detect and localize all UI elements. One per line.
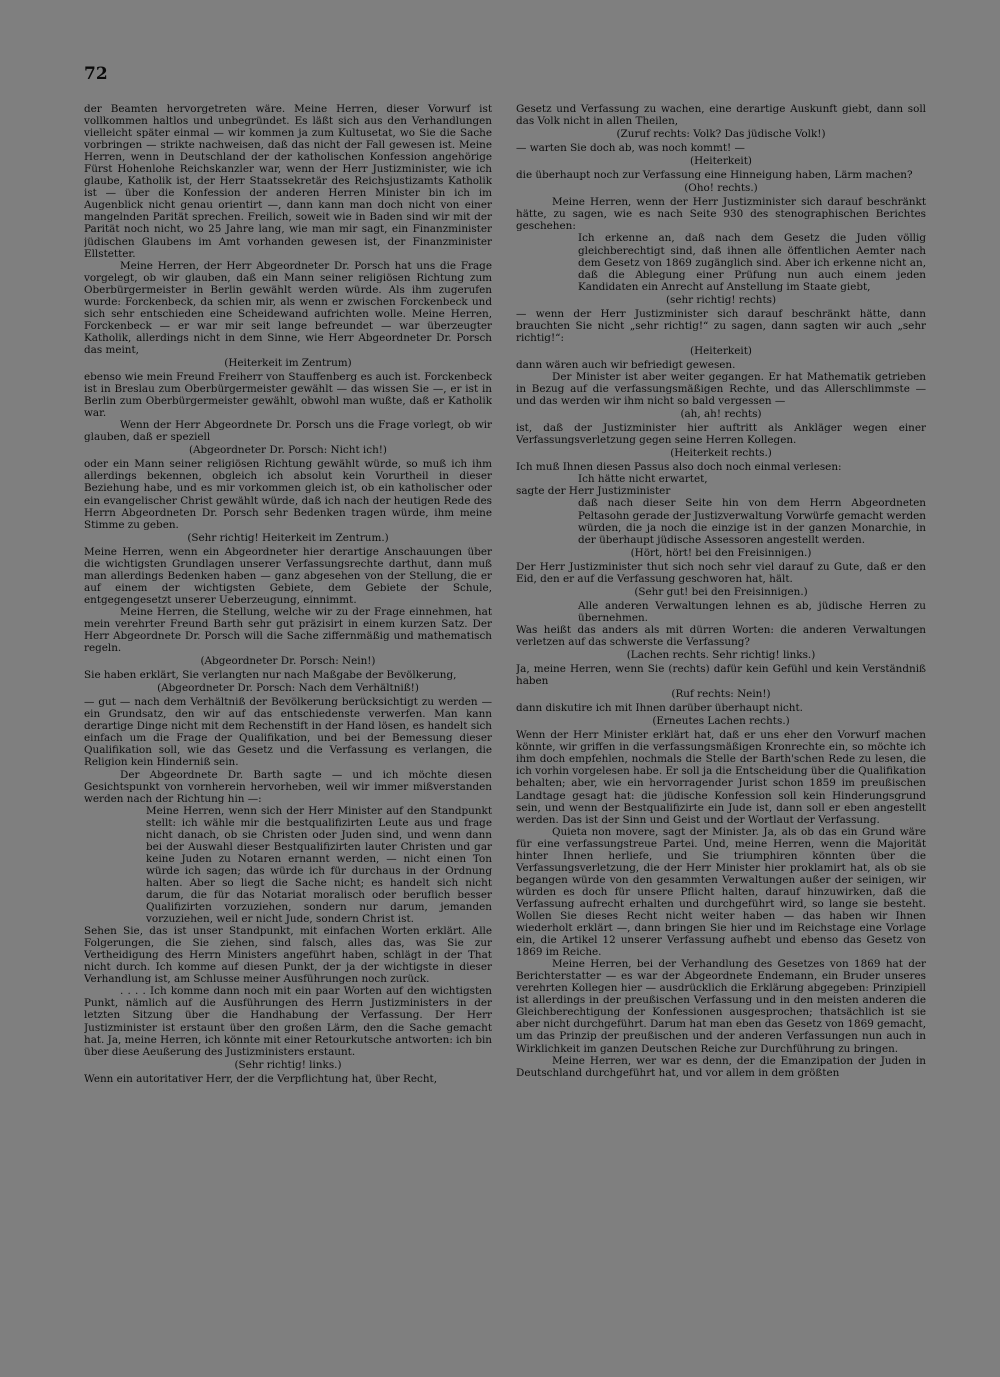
paragraph: dann wären auch wir befriedigt gewesen. xyxy=(516,358,736,371)
paragraph: Meine Herren, die Stellung, welche wir zu der Frage einnehmen, hat mein verehrter Freund Barth sehr gut präzisirt in einem kurzen Satz. Der Herr Abgeordnete Dr. Porsch will die Sache ziffernmäßig und mathematisch regeln. xyxy=(84,605,492,655)
paragraph: dann diskutire ich mit Ihnen darüber überhaupt nicht. xyxy=(516,702,803,715)
paragraph: — gut — nach dem Verhältniß der Bevölkerung berücksichtigt zu werden — ein Grundsatz, den wir auf das entschiedenste verwerfen. Man kann derartige Dinge nicht mit dem Rechenstift in der Hand lösen, es handelt sich einfach um die Frage der Qualifikation, und bei der Bemessung dieser Qualifikation soll, wie das Gesetz und die Verfassung es verlangen, die Religion kein Hinderniß sein. xyxy=(84,696,492,769)
quoted-block: Alle anderen Verwaltungen lehnen es ab, jüdische Herren zu übernehmen. xyxy=(578,599,926,624)
paragraph: Wenn der Herr Minister erklärt hat, daß er uns eher den Vorwurf machen könnte, wir griffen in die verfassungsmäßigen Kronrechte ein, so möchte ich ihm doch empfehlen, nochmals die Stelle der Barth'schen Rede zu lesen, die ich vorhin vorgelesen habe. Er soll ja die Entscheidung über die Qualifikation behalten; aber, wie ein hervorragender Jurist schon 1859 im preußischen Landtage gesagt hat: die jüdische Konfession soll kein Hinderungsgrund sein, und wenn der Bestqualifizirte ein Jude ist, dann soll er eben angestellt werden. Das ist der Sinn und Geist und der Wortlaut der Verfassung. xyxy=(516,729,926,826)
paragraph: oder ein Mann seiner religiösen Richtung gewählt würde, so muß ich ihm allerdings bekennen, obgleich ich absolut kein Vorurtheil in dieser Beziehung habe, und es mir vorkommen gleich ist, ob ein katholischer oder ein evangelischer Christ gewählt würde, daß ich nach der heutigen Rede des Herrn Abgeordneten Dr. Porsch sehr Bedenken tragen würde, ihm meine Stimme zu geben. xyxy=(84,458,492,531)
paragraph: Der Abgeordnete Dr. Barth sagte — und ich möchte diesen Gesichtspunkt von vornherein hervorheben, weil wir immer mißverstanden werden nach der Richtung hin —: xyxy=(84,768,492,805)
interjection: (Zuruf rechts: Volk? Das jüdische Volk!) xyxy=(616,128,826,141)
paragraph: Der Herr Justizminister thut sich noch sehr viel darauf zu Gute, daß er den Eid, den er auf die Verfassung geschworen hat, hält. xyxy=(516,560,926,585)
quoted-block: Ich erkenne an, daß nach dem Gesetz die Juden völlig gleichberechtigt sind, daß ihnen alle öffentlichen Aemter nach dem Gesetz von 1869 zugänglich sind. Aber ich erkenne nicht an, daß die Ablegung einer Prüfung nun auch einem jeden Kandidaten ein Anrecht auf Anstellung im Staate giebt, xyxy=(578,232,926,293)
paragraph: Meine Herren, wer war es denn, der die Emanzipation der Juden in Deutschland durchgeführt hat, und vor allem in dem größten xyxy=(516,1054,926,1079)
paragraph: — warten Sie doch ab, was noch kommt! — xyxy=(516,142,745,155)
paragraph: Ich muß Ihnen diesen Passus also doch noch einmal verlesen: xyxy=(516,461,842,474)
paragraph: sagte der Herr Justizminister xyxy=(516,485,671,498)
interjection: (Heiterkeit) xyxy=(690,344,752,357)
interjection: (Abgeordneter Dr. Porsch: Nach dem Verhältniß!) xyxy=(157,682,419,695)
interjection: (Sehr gut! bei den Freisinnigen.) xyxy=(634,585,808,598)
text-column-right xyxy=(516,103,926,1283)
interjection: (sehr richtig! rechts) xyxy=(665,293,777,306)
paragraph: Ja, meine Herren, wenn Sie (rechts) dafür kein Gefühl und kein Verständniß haben xyxy=(516,663,926,688)
quoted-block: daß nach dieser Seite hin von dem Herrn Abgeordneten Peltasohn gerade der Justizverwaltung Vorwürfe gemacht werden würden, die ja noch die einzige ist in der ganzen Monarchie, in der überhaupt jüdische Assessoren angestellt werden. xyxy=(578,497,926,546)
interjection: (Sehr richtig! Heiterkeit im Zentrum.) xyxy=(187,531,389,544)
paragraph: die überhaupt noch zur Verfassung eine Hinneigung haben, Lärm machen? xyxy=(516,169,913,182)
paragraph: ist, daß der Justizminister hier auftritt als Ankläger wegen einer Verfassungsverletzung gegen seine Herren Kollegen. xyxy=(516,422,926,447)
paragraph: Gesetz und Verfassung zu wachen, eine derartige Auskunft giebt, dann soll das Volk nicht in allen Theilen, xyxy=(516,103,926,128)
interjection: (Lachen rechts. Sehr richtig! links.) xyxy=(626,649,816,662)
paragraph: Quieta non movere, sagt der Minister. Ja, als ob das ein Grund wäre für eine verfassungstreue Partei. Und, meine Herren, wenn die Majorität hinter Ihnen herliefe, und Sie triumphiren könnten über die Verfassungsverletzung, die der Herr Minister hier proklamirt hat, als ob sie begangen würde von den gesammten Verwaltungen außer der seinigen, wir würden es doch für unsere Pflicht halten, darauf hinzuwirken, daß die Verfassung aufrecht erhalten und durchgeführt wird, so lange sie besteht. Wollen Sie dieses Recht nicht weiter haben — das haben wir Ihnen wiederholt erklärt —, dann bringen Sie hier und im Reichstage eine Vorlage ein, die Artikel 12 unserer Verfassung aufhebt und ebenso das Gesetz von 1869 im Reiche. xyxy=(516,825,926,959)
interjection: (ah, ah! rechts) xyxy=(680,408,762,421)
interjection: (Heiterkeit) xyxy=(690,155,752,168)
paragraph: Wenn der Herr Abgeordnete Dr. Porsch uns die Frage vorlegt, ob wir glauben, daß er speziell xyxy=(84,419,492,444)
interjection: (Sehr richtig! links.) xyxy=(234,1058,342,1071)
paragraph: Sehen Sie, das ist unser Standpunkt, mit einfachen Worten erklärt. Alle Folgerungen, die Sie ziehen, sind falsch, alles das, was Sie zur Vertheidigung des Herrn Ministers angeführt haben, schlägt in der That nicht durch. Ich komme auf diesen Punkt, der ja der wichtigste in dieser Verhandlung ist, am Schlusse meiner Ausführungen noch zurück. xyxy=(84,925,492,986)
quoted-block: Ich hätte nicht erwartet, xyxy=(578,473,708,486)
paragraph: Wenn ein autoritativer Herr, der die Verpflichtung hat, über Recht, xyxy=(84,1072,437,1085)
paragraph: Meine Herren, bei der Verhandlung des Gesetzes von 1869 hat der Berichterstatter — es war der Abgeordnete Endemann, ein Bruder unseres verehrten Kollegen hier — ausdrücklich die Erklärung abgegeben: Prinzipiell ist allerdings in der preußischen Verfassung und in den meisten anderen die Gleichberechtigung der Konfessionen ausgesprochen; thatsächlich ist sie aber nicht durchgeführt. Darum hat man eben das Gesetz von 1869 gemacht, um das Prinzip der preußischen und der anderen Verfassungen nun auch in Wirklichkeit im ganzen Deutschen Reiche zur Durchführung zu bringen. xyxy=(516,958,926,1055)
paragraph: Meine Herren, wenn der Herr Justizminister sich darauf beschränkt hätte, zu sagen, wie es nach Seite 930 des stenographischen Berichtes geschehen: xyxy=(516,196,926,233)
interjection: (Heiterkeit im Zentrum) xyxy=(224,356,352,369)
interjection: (Abgeordneter Dr. Porsch: Nicht ich!) xyxy=(189,444,387,457)
paragraph: Meine Herren, der Herr Abgeordneter Dr. Porsch hat uns die Frage vorgelegt, ob wir glauben, daß ein Mann seiner religiösen Richtung zum Oberbürgermeister in Berlin gewählt werden würde. Als ihm zugerufen wurde: Forckenbeck, da schien mir, als wenn er zwischen Forckenbeck und sich sehr entschieden eine Scheidewand aufrichten wolle. Meine Herren, Forckenbeck — er war mir seit lange befreundet — war überzeugter Katholik, allerdings nicht in dem Sinne, wie Herr Abgeordneter Dr. Porsch das meint, xyxy=(84,259,492,356)
paragraph: . . . . Ich komme dann noch mit ein paar Worten auf den wichtigsten Punkt, nämlich auf die Ausführungen des Herrn Justizministers in der letzten Sitzung über die Handhabung der Verfassung. Der Herr Justizminister ist erstaunt über den großen Lärm, den die Sache gemacht hat. Ja, meine Herren, ich könnte mit einer Retourkutsche antworten: ich bin über diese Aeußerung des Justizministers erstaunt. xyxy=(84,985,492,1058)
interjection: (Abgeordneter Dr. Porsch: Nein!) xyxy=(200,655,376,668)
interjection: (Hört, hört! bei den Freisinnigen.) xyxy=(630,546,812,559)
interjection: (Erneutes Lachen rechts.) xyxy=(652,715,790,728)
text-column-left xyxy=(84,103,492,1283)
paragraph: Meine Herren, wenn ein Abgeordneter hier derartige Anschauungen über die wichtigsten Grundlagen unserer Verfassungsrechte darthut, dann muß man allerdings Bedenken haben — ganz abgesehen von der Stellung, die er auf einem der wichtigsten Gebiete, dem Gebiete der Schule, entgegengesetzt unserer Ueberzeugung, einnimmt. xyxy=(84,545,492,606)
interjection: (Heiterkeit rechts.) xyxy=(670,447,772,460)
paragraph: Sie haben erklärt, Sie verlangten nur nach Maßgabe der Bevölkerung, xyxy=(84,669,457,682)
page-number: 72 xyxy=(84,64,108,84)
paragraph: ebenso wie mein Freund Freiherr von Stauffenberg es auch ist. Forckenbeck ist in Breslau zum Oberbürgermeister gewählt — das wissen Sie —, er ist in Berlin zum Oberbürgermeister gewählt, obwohl man wußte, daß er Katholik war. xyxy=(84,371,492,420)
paragraph: — wenn der Herr Justizminister sich darauf beschränkt hätte, dann brauchten Sie nicht „sehr richtig!“ zu sagen, dann sagten wir auch „sehr richtig!“: xyxy=(516,307,926,344)
interjection: (Oho! rechts.) xyxy=(684,182,758,195)
paragraph: der Beamten hervorgetreten wäre. Meine Herren, dieser Vorwurf ist vollkommen haltlos und unbegründet. Es läßt sich aus den Verhandlungen vielleicht später einmal — wir kommen ja zum Kultusetat, wo Sie die Sache vorbringen — strikte nachweisen, daß das nicht der Fall gewesen ist. Meine Herren, wenn in Deutschland der der katholischen Konfession angehörige Fürst Hohenlohe Reichskanzler war, wenn der Herr Justizminister, wie ich glaube, Katholik ist, der Herr Staatssekretär des Reichsjustizamts Katholik ist — über die Konfession der anderen Herren Minister bin ich im Augenblick nicht genau orientirt —, dann kann man doch nicht von einer mangelnden Parität sprechen. Freilich, soweit wie in Baden sind wir mit der Parität noch nicht, wo 25 Jahre lang, wie man mir sagt, ein Finanzminister jüdischen Glaubens im Amt vorhanden gewesen ist, der Finanzminister Ellstetter. xyxy=(84,103,492,260)
paragraph: Der Minister ist aber weiter gegangen. Er hat Mathematik getrieben in Bezug auf die verfassungsmäßigen Rechte, und das Allerschlimmste — und das werden wir ihm nicht so bald vergessen — xyxy=(516,370,926,408)
quoted-block: Meine Herren, wenn sich der Herr Minister auf den Standpunkt stellt: ich wähle mir die bestqualifizirten Leute aus und frage nicht danach, ob sie Christen oder Juden sind, und wenn dann bei der Auswahl dieser Bestqualifizirten lauter Christen und gar keine Juden zu Notaren ernannt werden, — nicht einen Ton würde ich sagen; das würde ich für durchaus in der Ordnung halten. Aber so liegt die Sache nicht; es handelt sich nicht darum, die für das Notariat moralisch oder beruflich besser Qualifizirten vorzuziehen, sondern nur darum, jemanden vorzuziehen, weil er nicht Jude, sondern Christ ist. xyxy=(146,804,492,926)
interjection: (Ruf rechts: Nein!) xyxy=(671,688,771,701)
paragraph: Was heißt das anders als mit dürren Worten: die anderen Verwaltungen verletzen auf das schwerste die Verfassung? xyxy=(516,623,926,648)
